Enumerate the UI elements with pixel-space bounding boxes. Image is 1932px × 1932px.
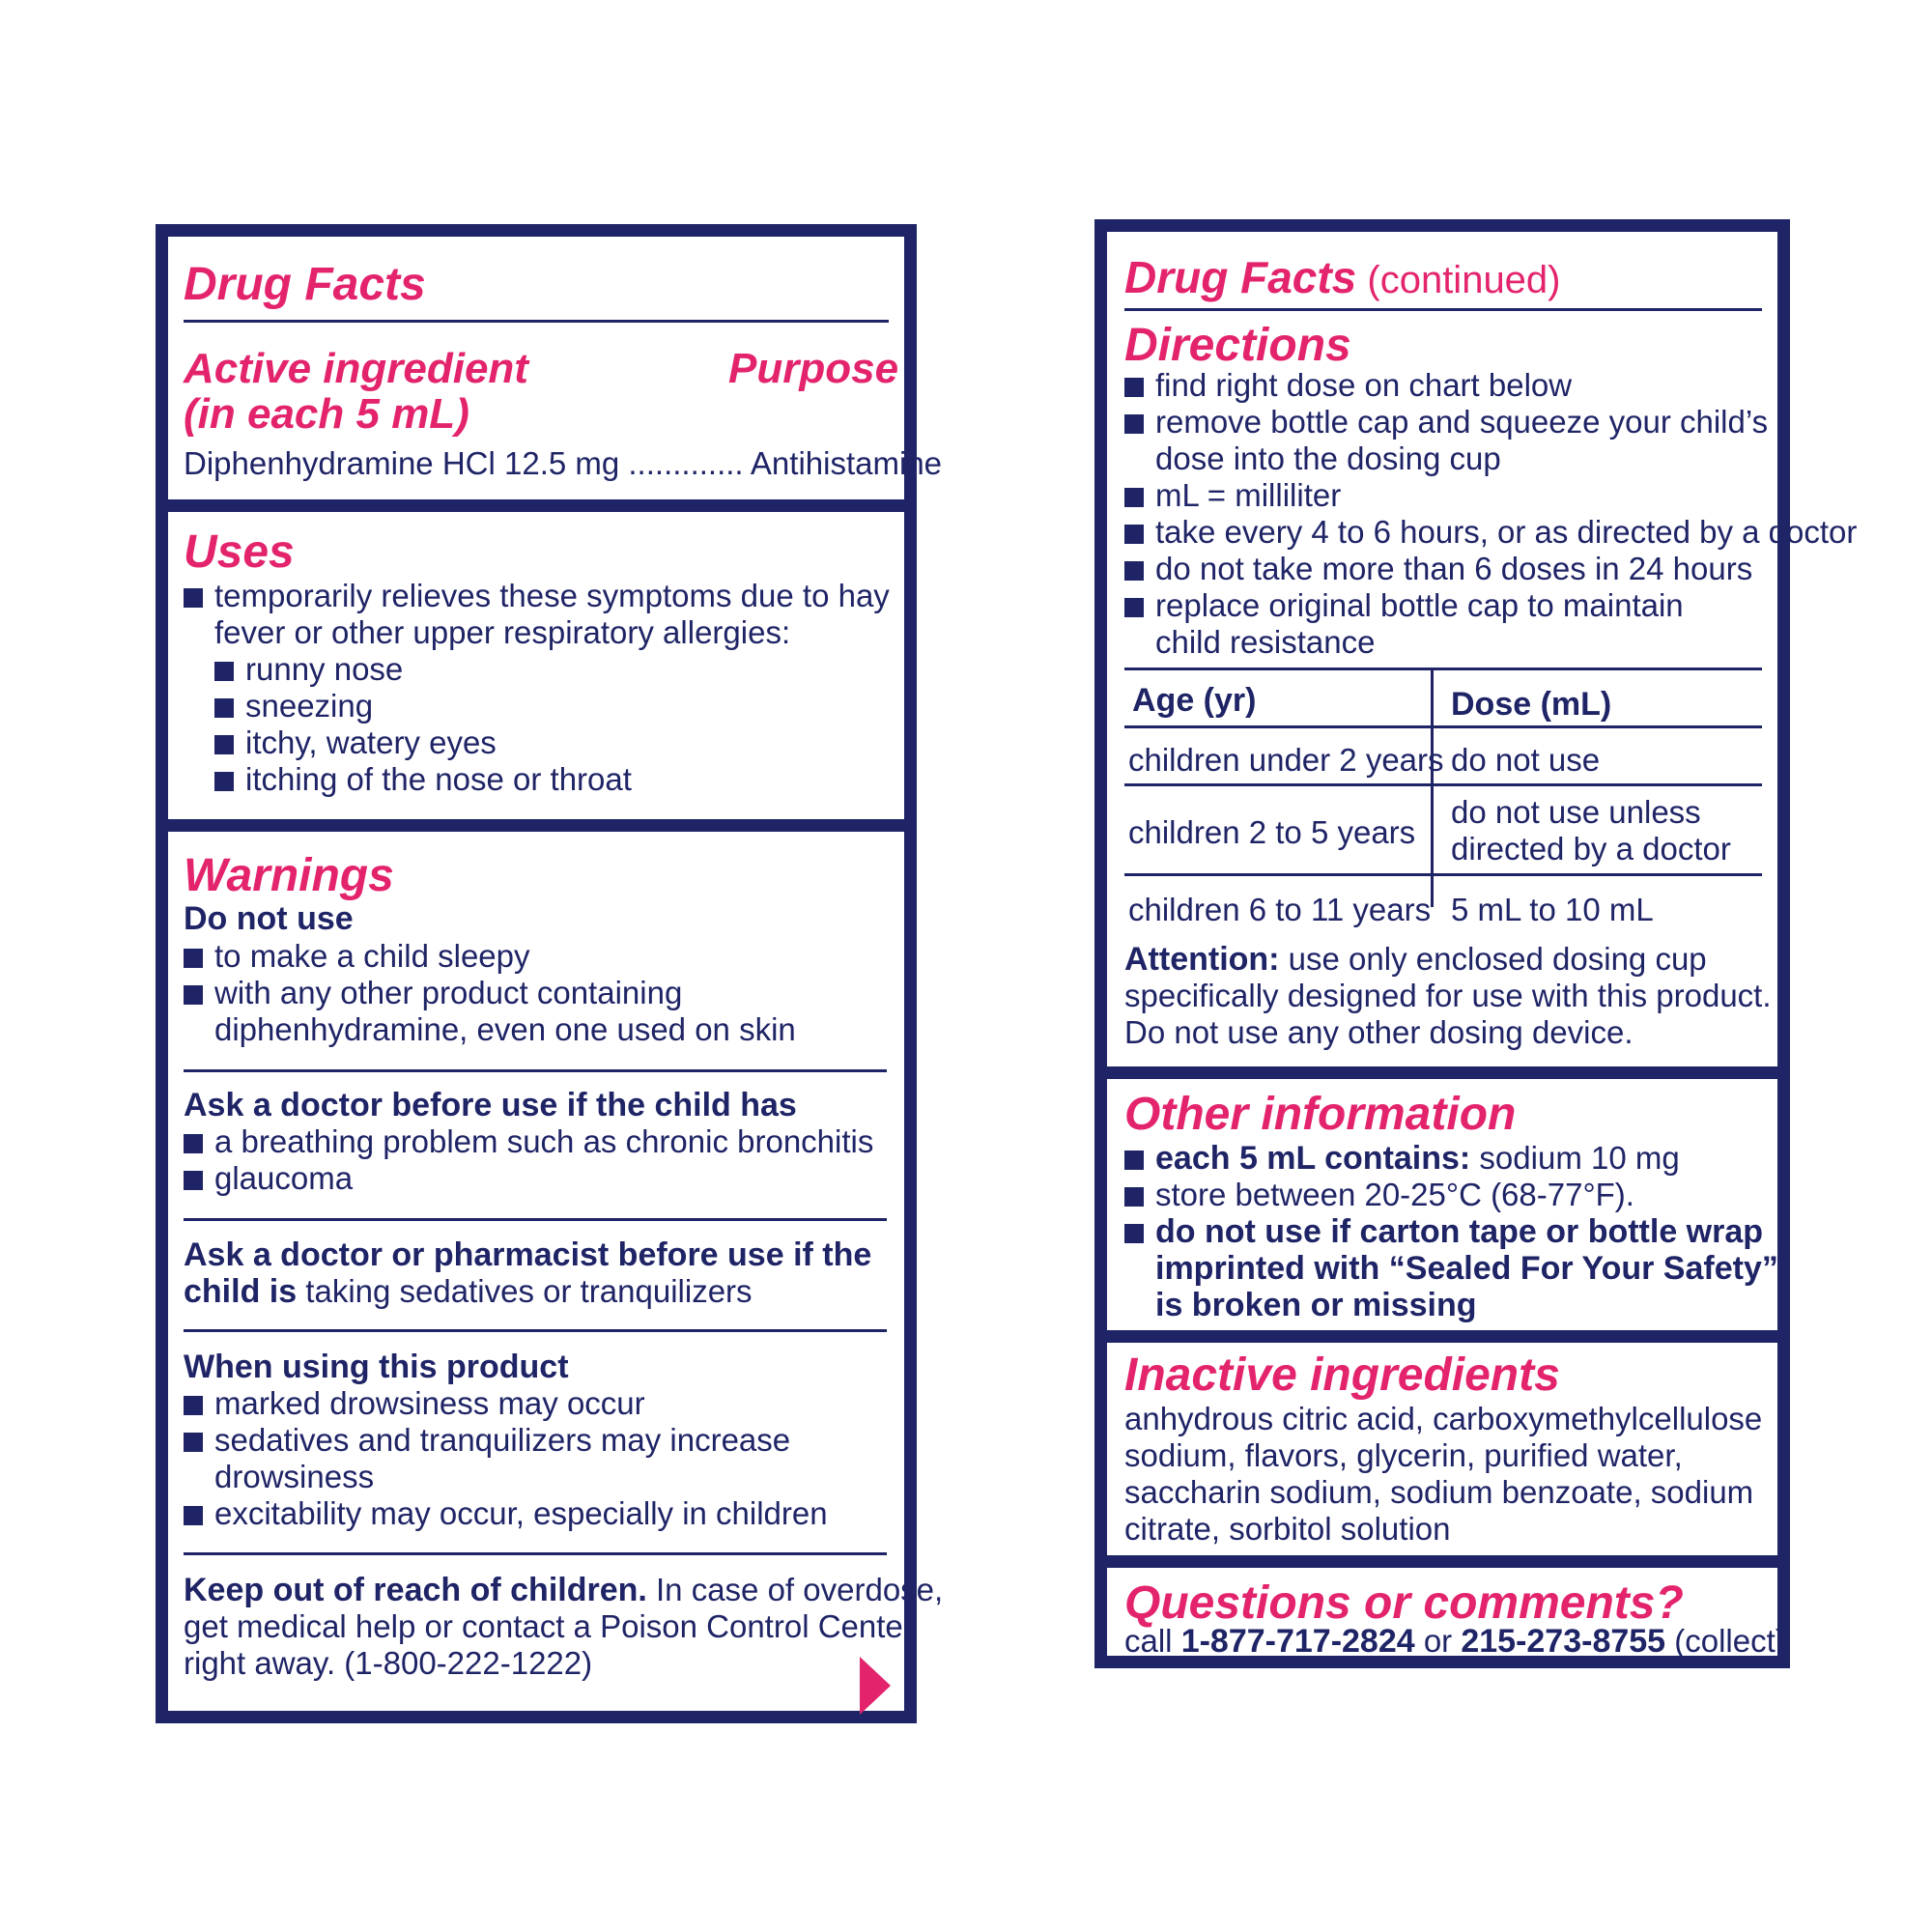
keep-out-line: get medical help or contact a Poison Control Center <box>184 1608 914 1644</box>
questions-phone-line: call 1-877-717-2824 or 215-273-8755 (collect) <box>1124 1623 1786 1660</box>
direction-item: remove bottle cap and squeeze your child’s <box>1124 404 1768 440</box>
section-separator <box>1107 1066 1777 1079</box>
when-using-item: marked drowsiness may occur <box>184 1385 645 1422</box>
table-cell-age: children 2 to 5 years <box>1128 814 1416 850</box>
symptom-item: itching of the nose or throat <box>214 761 632 798</box>
bullet-square-icon <box>214 698 234 718</box>
table-cell-age: children 6 to 11 years <box>1128 892 1432 927</box>
drug-facts-title-continued: Drug Facts (continued) <box>1124 252 1561 302</box>
other-info-item: each 5 mL contains: sodium 10 mg <box>1124 1140 1680 1177</box>
other-information-heading: Other information <box>1124 1089 1517 1140</box>
bullet-square-icon <box>1124 525 1144 544</box>
direction-item: take every 4 to 6 hours, or as directed by a doctor <box>1124 514 1857 551</box>
ask-doctor-heading: Ask a doctor before use if the child has <box>184 1087 797 1123</box>
bullet-square-icon <box>1124 488 1144 507</box>
section-separator <box>1107 1555 1777 1568</box>
questions-heading: Questions or comments? <box>1124 1577 1684 1629</box>
when-using-item: excitability may occur, especially in children <box>184 1495 828 1532</box>
when-using-heading: When using this product <box>184 1349 569 1385</box>
drug-facts-panel-right <box>1094 219 1858 1668</box>
table-row-rule <box>1124 873 1762 876</box>
direction-item: do not take more than 6 doses in 24 hours <box>1124 551 1752 587</box>
table-row-rule <box>1124 725 1762 728</box>
active-ingredient-subheading: (in each 5 mL) <box>184 390 469 438</box>
continue-arrow-icon <box>860 1657 891 1715</box>
divider <box>184 1329 887 1332</box>
keep-out-line: right away. (1-800-222-1222) <box>184 1645 593 1681</box>
do-not-use-heading: Do not use <box>184 900 354 937</box>
other-info-item: do not use if carton tape or bottle wrap <box>1124 1213 1763 1250</box>
divider <box>184 1218 887 1221</box>
bullet-square-icon <box>184 1134 203 1153</box>
bullet-square-icon <box>1124 1151 1144 1170</box>
direction-item: find right dose on chart below <box>1124 367 1572 404</box>
divider <box>1124 308 1762 311</box>
bullet-square-icon <box>1124 598 1144 617</box>
bullet-square-icon <box>1124 1187 1144 1207</box>
table-cell-dose: 5 mL to 10 mL <box>1451 892 1654 927</box>
do-not-use-item-continued: diphenhydramine, even one used on skin <box>214 1011 796 1047</box>
ingredient-line: Diphenhydramine HCl 12.5 mg ............. Antihistamine <box>184 445 943 481</box>
other-info-item: store between 20-25°C (68-77°F). <box>1124 1177 1634 1213</box>
divider <box>184 1069 887 1072</box>
table-row-rule <box>1124 783 1762 786</box>
table-top-rule <box>1124 668 1762 670</box>
inactive-ingredients-line: sodium, flavors, glycerin, purified water, <box>1124 1437 1683 1473</box>
inactive-ingredients-heading: Inactive ingredients <box>1124 1350 1560 1401</box>
bullet-square-icon <box>1124 1224 1144 1243</box>
section-separator <box>168 819 904 832</box>
bullet-square-icon <box>1124 414 1144 434</box>
drug-facts-title: Drug Facts <box>184 259 426 310</box>
table-column-divider <box>1431 670 1434 907</box>
symptom-item: runny nose <box>214 651 403 688</box>
divider <box>184 1552 887 1555</box>
section-separator <box>168 499 904 512</box>
warnings-heading: Warnings <box>184 850 394 901</box>
ask-pharmacist-heading: Ask a doctor or pharmacist before use if the <box>184 1236 872 1273</box>
active-ingredient-heading: Active ingredient <box>184 345 528 392</box>
bullet-square-icon <box>184 1506 203 1525</box>
do-not-use-item: with any other product containing <box>184 975 682 1011</box>
table-cell-dose: do not use <box>1451 742 1601 778</box>
bullet-square-icon <box>184 588 203 608</box>
other-info-item-continued: imprinted with “Sealed For Your Safety” <box>1155 1250 1778 1287</box>
bullet-square-icon <box>1124 378 1144 397</box>
uses-item: temporarily relieves these symptoms due to hay <box>184 578 890 614</box>
symptom-item: sneezing <box>214 688 373 724</box>
phone-number: 1-877-717-2824 <box>1180 1623 1415 1660</box>
direction-item-continued: dose into the dosing cup <box>1155 440 1501 476</box>
bullet-square-icon <box>214 662 234 681</box>
when-using-item: sedatives and tranquilizers may increase <box>184 1422 790 1459</box>
table-header-dose: Dose (mL) <box>1451 686 1612 723</box>
ask-doctor-item: glaucoma <box>184 1160 353 1197</box>
other-info-item-continued: is broken or missing <box>1155 1287 1477 1323</box>
inactive-ingredients-line: anhydrous citric acid, carboxymethylcellulose <box>1124 1401 1763 1436</box>
directions-heading: Directions <box>1124 320 1351 371</box>
direction-item: replace original bottle cap to maintain <box>1124 587 1684 624</box>
divider <box>184 320 889 323</box>
phone-number: 215-273-8755 <box>1461 1623 1666 1660</box>
purpose-heading: Purpose <box>728 345 899 392</box>
bullet-square-icon <box>214 772 234 791</box>
section-separator <box>1107 1330 1777 1343</box>
attention-line: Do not use any other dosing device. <box>1124 1014 1634 1050</box>
drug-facts-panel-left <box>156 224 944 1723</box>
bullet-square-icon <box>184 1171 203 1190</box>
table-cell-age: children under 2 years <box>1128 742 1444 778</box>
direction-item-continued: child resistance <box>1155 624 1376 660</box>
bullet-square-icon <box>184 949 203 968</box>
table-header-age: Age (yr) <box>1132 682 1257 719</box>
table-cell-dose: do not use unless <box>1451 794 1701 830</box>
bullet-square-icon <box>1124 561 1144 581</box>
ask-doctor-item: a breathing problem such as chronic bronchitis <box>184 1123 873 1160</box>
table-cell-dose-continued: directed by a doctor <box>1451 831 1731 867</box>
inactive-ingredients-line: saccharin sodium, sodium benzoate, sodium <box>1124 1474 1754 1510</box>
uses-item-continued: fever or other upper respiratory allergies: <box>214 614 791 650</box>
inactive-ingredients-line: citrate, sorbitol solution <box>1124 1511 1451 1547</box>
direction-item: mL = milliliter <box>1124 477 1341 514</box>
attention-line: specifically designed for use with this product. <box>1124 978 1772 1013</box>
attention-line: Attention: use only enclosed dosing cup <box>1124 941 1707 978</box>
bullet-square-icon <box>184 1433 203 1452</box>
ask-pharmacist-line: child is taking sedatives or tranquilizers <box>184 1273 753 1310</box>
symptom-item: itchy, watery eyes <box>214 724 497 761</box>
when-using-item-continued: drowsiness <box>214 1459 375 1494</box>
bullet-square-icon <box>184 1396 203 1415</box>
bullet-square-icon <box>214 735 234 754</box>
do-not-use-item: to make a child sleepy <box>184 938 530 975</box>
uses-heading: Uses <box>184 526 295 578</box>
bullet-square-icon <box>184 985 203 1005</box>
keep-out-of-reach: Keep out of reach of children. In case of overdose, <box>184 1572 944 1608</box>
